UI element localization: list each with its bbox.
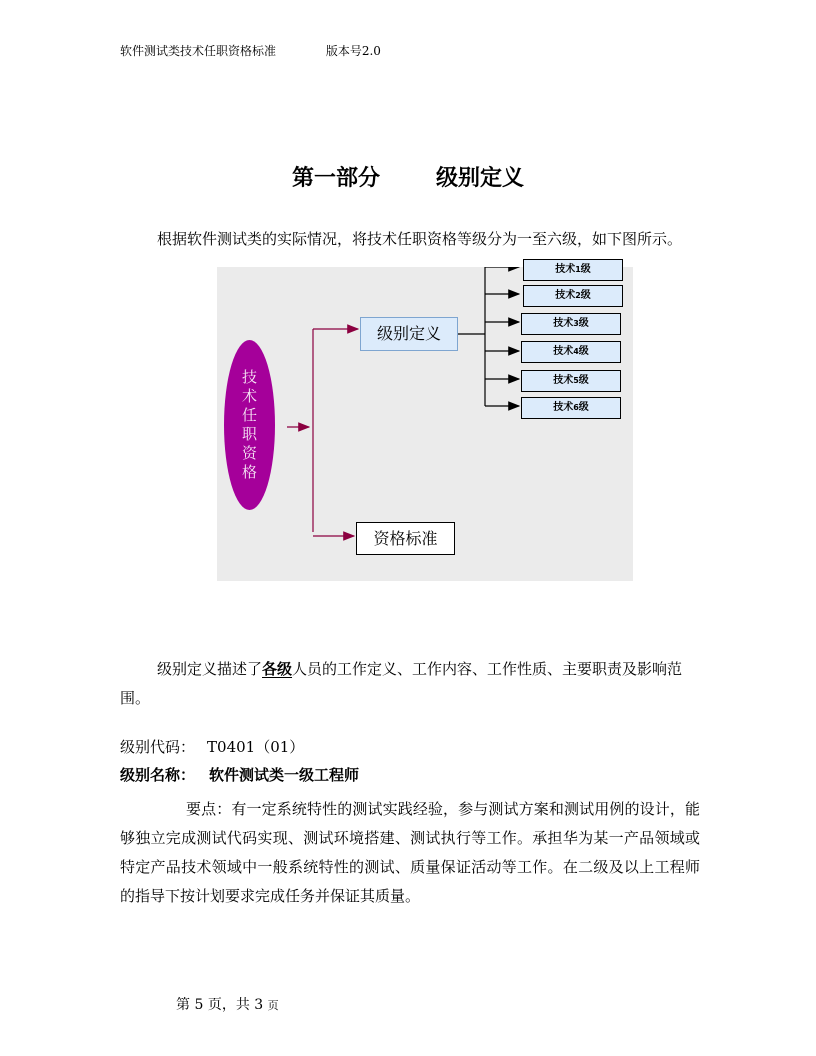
standard-node: 资格标准: [356, 522, 455, 555]
root-char: 格: [241, 463, 257, 481]
level-name-value: 软件测试类一级工程师: [209, 766, 360, 784]
section-part: 第一部分: [291, 166, 380, 191]
page-footer: 第 5 页，共 3 页: [176, 997, 279, 1013]
root-char: 术: [241, 387, 257, 405]
level-name: [120, 764, 359, 785]
root-node: [224, 340, 275, 510]
key-points-paragraph: 要点：有一定系统特性的测试实践经验，参与测试方案和测试用例的设计，能够独立完成测试代码实现、测试环境搭建、测试执行等工作。承担华为某一产品领域或特定产品技术领域中一般系统特性的测试、质量保证活动等工作。在二级及以上工程师的指导下按计划要求完成任务并保证其质量。: [120, 800, 700, 905]
definition-paragraph: 级别定义描述了各级人员的工作定义、工作内容、工作性质、主要职责及影响范围。: [120, 660, 683, 707]
level-node-1: 技术1级: [523, 259, 623, 281]
level-code-label: 级别代码：: [120, 738, 196, 756]
section-title: [0, 161, 816, 192]
root-char: 任: [241, 406, 257, 424]
level-code-value: T0401（01）: [207, 738, 305, 756]
level-node-2: 技术2级: [523, 285, 623, 307]
intro-paragraph: 根据软件测试类的实际情况，将技术任职资格等级分为一至六级，如下图所示。: [157, 230, 683, 248]
section-name: 级别定义: [436, 166, 525, 191]
root-char: 资: [241, 444, 257, 462]
root-char: 职: [241, 425, 257, 443]
definition-node: 级别定义: [360, 317, 458, 351]
footer-total-pages: 3: [254, 997, 264, 1013]
level-diagram: [217, 264, 633, 581]
level-code: [120, 736, 304, 757]
root-char: 技: [241, 368, 257, 386]
page-header: [120, 42, 381, 59]
level-node-6: 技术6级: [521, 397, 621, 419]
level-node-5: 技术5级: [521, 370, 621, 392]
level-node-3: 技术3级: [521, 313, 621, 335]
footer-page-number: 5: [194, 997, 204, 1013]
level-name-label: 级别名称：: [120, 766, 196, 784]
level-node-4: 技术4级: [521, 341, 621, 363]
header-version: 版本号2.0: [325, 44, 381, 58]
header-doc-title: 软件测试类技术任职资格标准: [120, 44, 277, 58]
emphasis-each-level: 各级: [262, 660, 293, 678]
